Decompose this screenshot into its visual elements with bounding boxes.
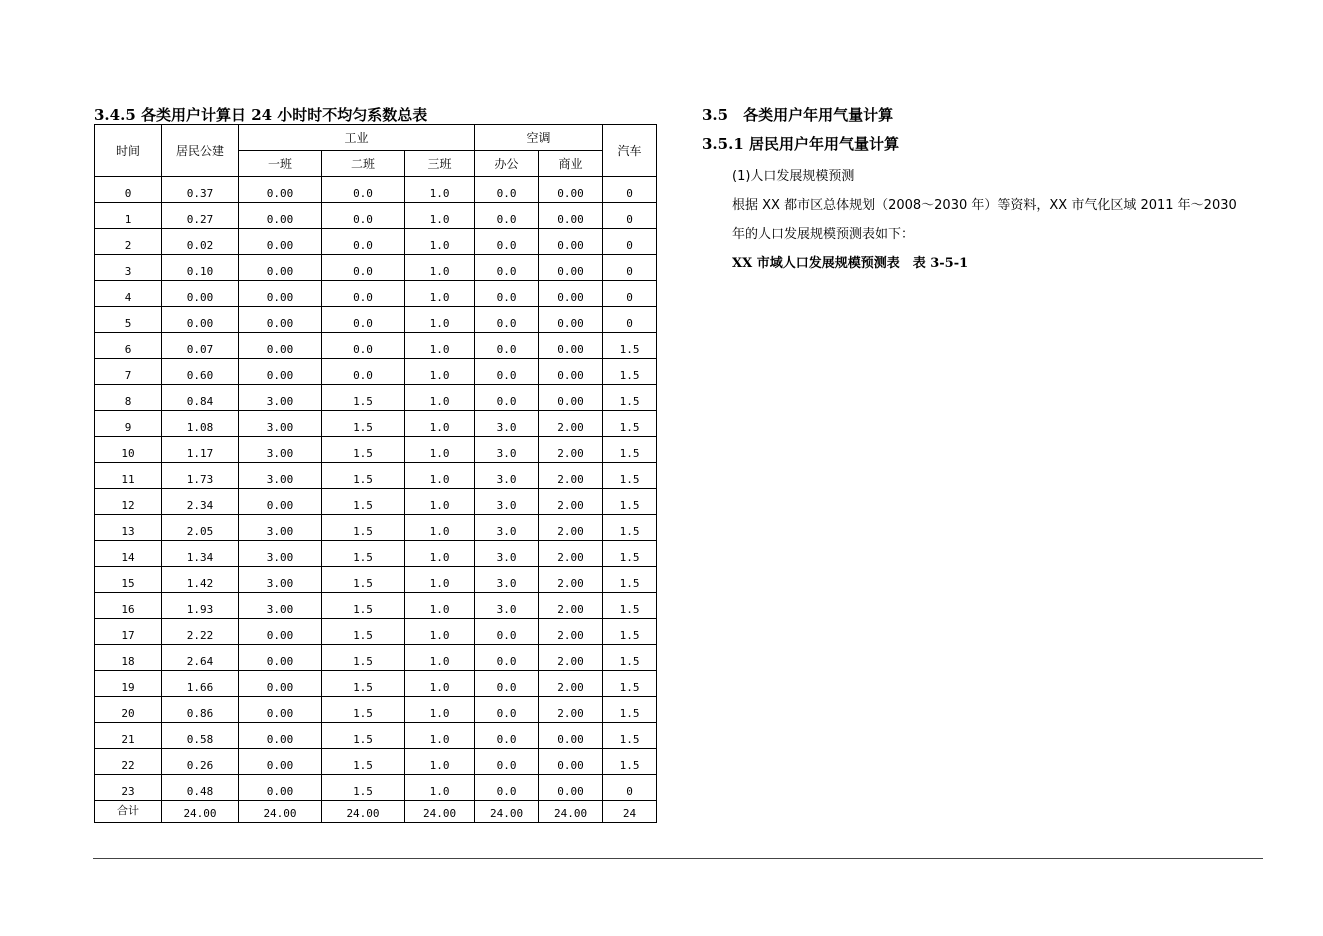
hour-cell: 17 xyxy=(95,619,162,645)
coefficient-cell: 0 xyxy=(603,255,657,281)
coefficient-cell: 0.00 xyxy=(239,203,322,229)
hour-cell: 2 xyxy=(95,229,162,255)
coefficient-cell: 3.0 xyxy=(475,567,539,593)
coefficient-cell: 0.0 xyxy=(475,359,539,385)
coefficient-cell: 2.00 xyxy=(539,411,603,437)
coefficient-cell: 0.00 xyxy=(539,385,603,411)
total-cell: 24 xyxy=(603,801,657,823)
table-row xyxy=(95,359,657,385)
coefficient-cell: 0.00 xyxy=(539,307,603,333)
coefficient-cell: 0.86 xyxy=(162,697,239,723)
total-cell: 24.00 xyxy=(475,801,539,823)
hour-cell: 13 xyxy=(95,515,162,541)
table-row xyxy=(95,749,657,775)
coefficient-cell: 0.00 xyxy=(239,255,322,281)
total-label: 合计 xyxy=(95,801,162,823)
table-row xyxy=(95,645,657,671)
hour-cell: 23 xyxy=(95,775,162,801)
hour-cell: 15 xyxy=(95,567,162,593)
table-row xyxy=(95,333,657,359)
coefficient-cell: 3.00 xyxy=(239,411,322,437)
coefficient-cell: 3.0 xyxy=(475,593,539,619)
coefficient-cell: 1.5 xyxy=(603,593,657,619)
coefficient-cell: 0.0 xyxy=(475,333,539,359)
coefficient-cell: 0.0 xyxy=(322,203,405,229)
coefficient-cell: 1.5 xyxy=(603,411,657,437)
coefficient-cell: 1.5 xyxy=(322,645,405,671)
coefficient-cell: 1.0 xyxy=(405,645,475,671)
coefficient-cell: 0.00 xyxy=(239,281,322,307)
total-cell: 24.00 xyxy=(239,801,322,823)
hour-cell: 8 xyxy=(95,385,162,411)
hour-cell: 10 xyxy=(95,437,162,463)
col-header-office: 办公 xyxy=(475,151,539,177)
table-row xyxy=(95,723,657,749)
coefficient-cell: 0.02 xyxy=(162,229,239,255)
coefficient-cell: 2.00 xyxy=(539,567,603,593)
coefficient-cell: 1.5 xyxy=(603,671,657,697)
coefficient-cell: 0.0 xyxy=(475,385,539,411)
coefficient-cell: 0.0 xyxy=(475,723,539,749)
coefficient-cell: 0.0 xyxy=(475,775,539,801)
coefficient-cell: 1.5 xyxy=(603,333,657,359)
coefficient-cell: 0.0 xyxy=(475,255,539,281)
coefficient-cell: 1.5 xyxy=(603,489,657,515)
coefficient-cell: 2.34 xyxy=(162,489,239,515)
coefficient-cell: 1.5 xyxy=(322,463,405,489)
coefficient-cell: 0.00 xyxy=(239,645,322,671)
coefficient-cell: 1.5 xyxy=(322,593,405,619)
coefficient-cell: 0.00 xyxy=(539,203,603,229)
coefficient-cell: 1.0 xyxy=(405,697,475,723)
coefficient-cell: 1.5 xyxy=(322,385,405,411)
coefficient-cell: 1.0 xyxy=(405,385,475,411)
coefficient-cell: 0.00 xyxy=(239,619,322,645)
table-total-row xyxy=(95,801,657,823)
coefficient-cell: 2.00 xyxy=(539,645,603,671)
col-header-commercial: 商业 xyxy=(539,151,603,177)
coefficient-cell: 3.00 xyxy=(239,437,322,463)
coefficient-cell: 0.00 xyxy=(239,359,322,385)
hour-cell: 7 xyxy=(95,359,162,385)
coefficient-cell: 0.00 xyxy=(539,333,603,359)
coefficient-cell: 0.00 xyxy=(539,723,603,749)
hour-cell: 5 xyxy=(95,307,162,333)
coefficient-cell: 2.00 xyxy=(539,515,603,541)
coefficient-cell: 2.00 xyxy=(539,463,603,489)
footer-divider xyxy=(93,858,1263,859)
coefficient-cell: 0.0 xyxy=(475,697,539,723)
table-row xyxy=(95,177,657,203)
coefficient-cell: 0.0 xyxy=(475,671,539,697)
coefficient-cell: 0.0 xyxy=(322,255,405,281)
table-caption: XX 市域人口发展规模预测表 表 3-5-1 xyxy=(732,256,969,271)
coefficient-cell: 0.00 xyxy=(239,749,322,775)
coefficient-cell: 0.60 xyxy=(162,359,239,385)
coefficient-cell: 1.5 xyxy=(603,697,657,723)
hour-cell: 21 xyxy=(95,723,162,749)
hour-cell: 0 xyxy=(95,177,162,203)
coefficient-cell: 1.5 xyxy=(322,619,405,645)
list-item-population-forecast: (1)人口发展规模预测 xyxy=(732,169,855,184)
coefficient-cell: 0.00 xyxy=(539,255,603,281)
coefficient-cell: 2.00 xyxy=(539,437,603,463)
coefficient-cell: 0.00 xyxy=(539,177,603,203)
table-row xyxy=(95,671,657,697)
coefficient-cell: 1.66 xyxy=(162,671,239,697)
hour-cell: 3 xyxy=(95,255,162,281)
total-cell: 24.00 xyxy=(162,801,239,823)
coefficient-cell: 3.0 xyxy=(475,463,539,489)
coefficient-cell: 1.0 xyxy=(405,593,475,619)
table-row xyxy=(95,281,657,307)
coefficient-cell: 1.0 xyxy=(405,359,475,385)
coefficient-cell: 1.5 xyxy=(322,411,405,437)
table-row xyxy=(95,203,657,229)
coefficient-cell: 0.00 xyxy=(239,229,322,255)
coefficient-cell: 0.00 xyxy=(162,307,239,333)
coefficient-cell: 1.5 xyxy=(322,541,405,567)
table-row xyxy=(95,385,657,411)
body-paragraph: 根据 XX 都市区总体规划（2008～2030 年）等资料，XX 市气化区域 2011 年～2030 年的人口发展规模预测表如下： xyxy=(732,198,1237,242)
coefficient-cell: 0.0 xyxy=(475,203,539,229)
coefficient-cell: 0.00 xyxy=(539,775,603,801)
coefficient-cell: 0.00 xyxy=(239,723,322,749)
coefficient-cell: 0.07 xyxy=(162,333,239,359)
table-row xyxy=(95,229,657,255)
coefficient-cell: 1.42 xyxy=(162,567,239,593)
coefficient-cell: 1.5 xyxy=(603,723,657,749)
coefficient-cell: 2.64 xyxy=(162,645,239,671)
table-row xyxy=(95,697,657,723)
coefficient-cell: 1.5 xyxy=(322,437,405,463)
table-row xyxy=(95,255,657,281)
coefficient-cell: 0.0 xyxy=(322,359,405,385)
section-title-hourly-coefficients: 3.4.5 各类用户计算日 24 小时时不均匀系数总表 xyxy=(94,106,428,124)
coefficient-cell: 1.73 xyxy=(162,463,239,489)
coefficient-cell: 0.27 xyxy=(162,203,239,229)
coefficient-cell: 3.00 xyxy=(239,515,322,541)
coefficient-cell: 1.0 xyxy=(405,515,475,541)
table-row xyxy=(95,463,657,489)
table-row xyxy=(95,775,657,801)
coefficient-cell: 1.5 xyxy=(322,515,405,541)
hour-cell: 19 xyxy=(95,671,162,697)
coefficient-cell: 3.0 xyxy=(475,489,539,515)
coefficient-cell: 2.00 xyxy=(539,697,603,723)
coefficient-cell: 1.0 xyxy=(405,281,475,307)
coefficient-cell: 0.84 xyxy=(162,385,239,411)
coefficient-cell: 3.0 xyxy=(475,541,539,567)
coefficient-cell: 1.0 xyxy=(405,411,475,437)
coefficient-cell: 1.0 xyxy=(405,437,475,463)
section-heading: 3.5 各类用户年用气量计算 xyxy=(702,106,894,124)
coefficient-cell: 0.00 xyxy=(539,749,603,775)
coefficient-cell: 1.0 xyxy=(405,255,475,281)
coefficient-cell: 0.0 xyxy=(475,307,539,333)
coefficient-cell: 1.93 xyxy=(162,593,239,619)
col-header-residential: 居民公建 xyxy=(162,125,239,177)
hour-cell: 18 xyxy=(95,645,162,671)
table-row xyxy=(95,411,657,437)
table-row xyxy=(95,307,657,333)
coefficient-cell: 1.0 xyxy=(405,723,475,749)
coefficient-cell: 1.5 xyxy=(603,541,657,567)
coefficient-cell: 1.0 xyxy=(405,203,475,229)
coefficient-cell: 1.0 xyxy=(405,333,475,359)
coefficient-cell: 0.00 xyxy=(239,671,322,697)
coefficient-cell: 0 xyxy=(603,307,657,333)
table-row xyxy=(95,515,657,541)
coefficient-cell: 0.58 xyxy=(162,723,239,749)
total-cell: 24.00 xyxy=(539,801,603,823)
col-header-car: 汽车 xyxy=(603,125,657,177)
total-cell: 24.00 xyxy=(405,801,475,823)
hour-cell: 20 xyxy=(95,697,162,723)
coefficient-cell: 1.5 xyxy=(322,723,405,749)
coefficient-cell: 0 xyxy=(603,229,657,255)
coefficient-cell: 1.5 xyxy=(322,775,405,801)
coefficient-cell: 1.5 xyxy=(322,697,405,723)
coefficient-cell: 1.0 xyxy=(405,567,475,593)
table-row xyxy=(95,489,657,515)
coefficient-cell: 1.5 xyxy=(322,671,405,697)
coefficient-cell: 1.5 xyxy=(603,645,657,671)
coefficient-cell: 0.48 xyxy=(162,775,239,801)
coefficient-cell: 0 xyxy=(603,177,657,203)
hourly-coefficient-table xyxy=(94,124,657,823)
coefficient-cell: 0.00 xyxy=(239,697,322,723)
coefficient-cell: 3.00 xyxy=(239,463,322,489)
coefficient-cell: 1.5 xyxy=(603,619,657,645)
hour-cell: 14 xyxy=(95,541,162,567)
coefficient-cell: 0 xyxy=(603,775,657,801)
coefficient-cell: 0.00 xyxy=(539,281,603,307)
subsection-heading: 3.5.1 居民用户年用气量计算 xyxy=(702,135,899,153)
col-header-aircon: 空调 xyxy=(475,125,603,151)
hour-cell: 11 xyxy=(95,463,162,489)
coefficient-cell: 1.0 xyxy=(405,489,475,515)
coefficient-cell: 1.5 xyxy=(322,567,405,593)
coefficient-cell: 0.0 xyxy=(475,645,539,671)
table-row xyxy=(95,593,657,619)
coefficient-cell: 1.0 xyxy=(405,749,475,775)
coefficient-cell: 0.0 xyxy=(322,229,405,255)
coefficient-cell: 1.0 xyxy=(405,463,475,489)
col-header-shift3: 三班 xyxy=(405,151,475,177)
coefficient-cell: 2.00 xyxy=(539,593,603,619)
coefficient-cell: 0.26 xyxy=(162,749,239,775)
coefficient-cell: 0.00 xyxy=(539,229,603,255)
hour-cell: 12 xyxy=(95,489,162,515)
coefficient-cell: 0 xyxy=(603,281,657,307)
coefficient-cell: 1.0 xyxy=(405,619,475,645)
coefficient-cell: 1.0 xyxy=(405,541,475,567)
coefficient-cell: 0.00 xyxy=(162,281,239,307)
hour-cell: 1 xyxy=(95,203,162,229)
total-cell: 24.00 xyxy=(322,801,405,823)
coefficient-cell: 1.0 xyxy=(405,671,475,697)
coefficient-cell: 1.0 xyxy=(405,229,475,255)
coefficient-cell: 1.5 xyxy=(322,749,405,775)
coefficient-cell: 2.05 xyxy=(162,515,239,541)
hour-cell: 9 xyxy=(95,411,162,437)
coefficient-cell: 0.00 xyxy=(239,775,322,801)
col-header-industry: 工业 xyxy=(239,125,475,151)
coefficient-cell: 0.10 xyxy=(162,255,239,281)
coefficient-cell: 0.0 xyxy=(322,177,405,203)
coefficient-cell: 0.0 xyxy=(475,177,539,203)
coefficient-cell: 3.00 xyxy=(239,593,322,619)
coefficient-cell: 1.5 xyxy=(603,437,657,463)
table-body xyxy=(95,177,657,801)
coefficient-cell: 2.00 xyxy=(539,671,603,697)
table-row xyxy=(95,567,657,593)
coefficient-cell: 1.5 xyxy=(322,489,405,515)
coefficient-cell: 3.00 xyxy=(239,567,322,593)
table-row xyxy=(95,619,657,645)
coefficient-cell: 0.00 xyxy=(239,333,322,359)
coefficient-cell: 1.5 xyxy=(603,463,657,489)
coefficient-cell: 3.0 xyxy=(475,437,539,463)
coefficient-cell: 2.22 xyxy=(162,619,239,645)
coefficient-cell: 0.0 xyxy=(322,307,405,333)
coefficient-cell: 0.0 xyxy=(322,281,405,307)
table-row xyxy=(95,437,657,463)
hour-cell: 16 xyxy=(95,593,162,619)
coefficient-cell: 0.0 xyxy=(475,281,539,307)
coefficient-cell: 2.00 xyxy=(539,541,603,567)
col-header-shift1: 一班 xyxy=(239,151,322,177)
coefficient-cell: 2.00 xyxy=(539,619,603,645)
table-row xyxy=(95,541,657,567)
coefficient-cell: 0.00 xyxy=(539,359,603,385)
coefficient-cell: 0.00 xyxy=(239,177,322,203)
coefficient-cell: 1.08 xyxy=(162,411,239,437)
coefficient-cell: 0.0 xyxy=(475,229,539,255)
coefficient-cell: 0.0 xyxy=(475,619,539,645)
coefficient-cell: 1.34 xyxy=(162,541,239,567)
col-header-time: 时间 xyxy=(95,125,162,177)
coefficient-cell: 1.0 xyxy=(405,307,475,333)
coefficient-cell: 0.00 xyxy=(239,307,322,333)
coefficient-cell: 3.00 xyxy=(239,541,322,567)
coefficient-cell: 1.0 xyxy=(405,177,475,203)
coefficient-cell: 1.17 xyxy=(162,437,239,463)
coefficient-cell: 3.0 xyxy=(475,515,539,541)
hour-cell: 6 xyxy=(95,333,162,359)
coefficient-cell: 1.5 xyxy=(603,515,657,541)
coefficient-cell: 3.00 xyxy=(239,385,322,411)
coefficient-cell: 0.0 xyxy=(322,333,405,359)
coefficient-cell: 2.00 xyxy=(539,489,603,515)
coefficient-cell: 3.0 xyxy=(475,411,539,437)
coefficient-cell: 0.0 xyxy=(475,749,539,775)
coefficient-cell: 1.5 xyxy=(603,359,657,385)
coefficient-cell: 1.5 xyxy=(603,385,657,411)
coefficient-cell: 0.00 xyxy=(239,489,322,515)
coefficient-cell: 1.5 xyxy=(603,567,657,593)
hour-cell: 22 xyxy=(95,749,162,775)
coefficient-cell: 0 xyxy=(603,203,657,229)
annual-gas-section xyxy=(702,104,1242,278)
coefficient-cell: 1.5 xyxy=(603,749,657,775)
coefficient-cell: 1.0 xyxy=(405,775,475,801)
hour-cell: 4 xyxy=(95,281,162,307)
col-header-shift2: 二班 xyxy=(322,151,405,177)
coefficient-cell: 0.37 xyxy=(162,177,239,203)
